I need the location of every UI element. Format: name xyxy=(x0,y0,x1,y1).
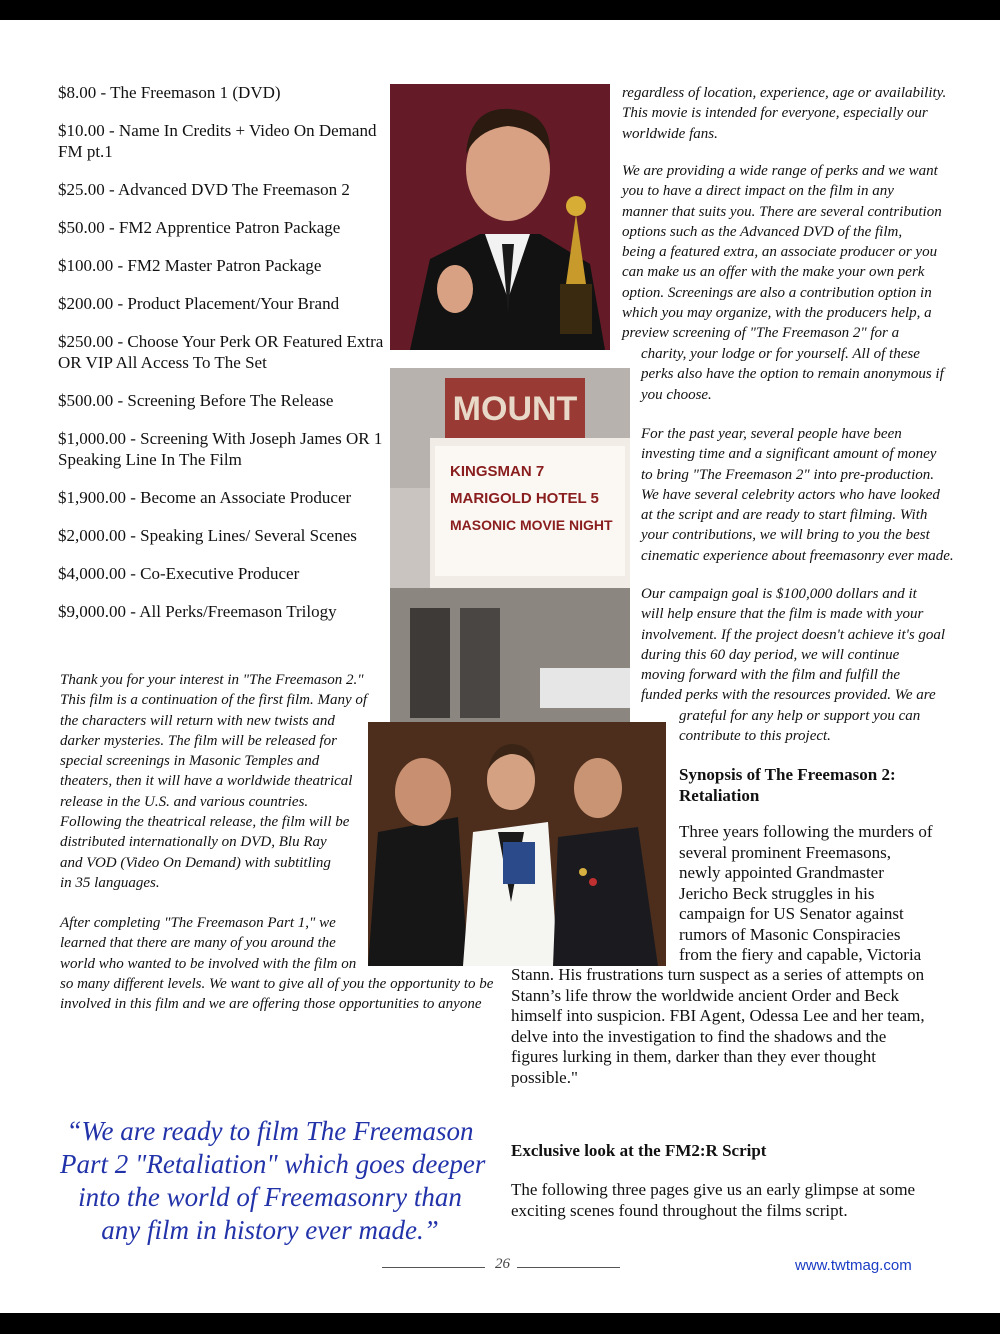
campaign-paragraph-b xyxy=(679,706,920,747)
text-line: during this 60 day period, we will continue xyxy=(641,646,900,663)
text-line: and VOD (Video On Demand) with subtitling xyxy=(60,854,331,871)
perks-paragraph-b xyxy=(641,344,944,405)
text-line: from the fiery and capable, Victoria xyxy=(679,945,922,964)
synopsis-text-wide xyxy=(511,965,925,1088)
text-line: release in the U.S. and various countries. xyxy=(60,793,309,810)
footer-rule-left xyxy=(382,1267,485,1268)
text-line: involvement. If the project doesn't achieve it's goal xyxy=(641,626,946,643)
text-line: you choose. xyxy=(641,386,712,403)
perk-item: $200.00 - Product Placement/Your Brand xyxy=(58,294,340,313)
text-line: will help ensure that the film is made with your xyxy=(641,606,924,623)
exclusive-text xyxy=(511,1180,915,1221)
text-line: grateful for any help or support you can xyxy=(679,708,921,724)
text-line: options such as the Advanced DVD of the film, xyxy=(622,223,903,240)
quote-line: into the world of Freemasonry than xyxy=(78,1182,462,1212)
text-line: possible." xyxy=(511,1067,578,1087)
perk-item: $100.00 - FM2 Master Patron Package xyxy=(58,256,322,275)
marquee-line-2: MARIGOLD HOTEL 5 xyxy=(450,490,599,507)
marquee-sign-text: MOUNT xyxy=(452,390,578,428)
photo-theater-marquee xyxy=(390,368,630,723)
text-line: your contributions, we will bring to you the best xyxy=(641,527,930,544)
text-line: delve into the investigation to find the shadows and the xyxy=(511,1026,887,1046)
text-line: special screenings in Masonic Temples and xyxy=(60,753,320,770)
heading-line: Synopsis of The Freemason 2: xyxy=(679,765,896,784)
magazine-page xyxy=(0,20,1000,1313)
text-line: preview screening of "The Freemason 2" for a xyxy=(622,325,900,342)
text-line: exciting scenes found throughout the films script. xyxy=(511,1200,848,1220)
synopsis-text-narrow xyxy=(679,822,933,966)
photo-actor-with-award xyxy=(390,84,610,350)
exclusive-heading: Exclusive look at the FM2:R Script xyxy=(511,1141,767,1160)
perks-paragraph-a xyxy=(622,161,942,344)
text-line: Following the theatrical release, the film will be xyxy=(60,814,350,831)
quote-line: “We are ready to film The Freemason xyxy=(66,1116,474,1146)
heading-line: Retaliation xyxy=(679,785,760,805)
perk-item: $250.00 - Choose Your Perk OR Featured Extra OR VIP All Access To The Set xyxy=(58,332,384,372)
synopsis-heading xyxy=(679,765,896,806)
text-line: investing time and a significant amount of money xyxy=(641,446,937,463)
text-line: in 35 languages. xyxy=(60,874,160,891)
text-line: newly appointed Grandmaster xyxy=(679,863,884,882)
perk-item: $10.00 - Name In Credits + Video On Demand FM pt.1 xyxy=(58,121,377,161)
text-line: moving forward with the film and fulfill the xyxy=(641,667,901,684)
text-line: Thank you for your interest in "The Freemason 2." xyxy=(60,672,364,688)
text-line: We have several celebrity actors who have looked xyxy=(641,486,940,503)
background-paragraph xyxy=(60,913,493,1014)
quote-line: any film in history ever made.” xyxy=(101,1215,439,1245)
perks-list xyxy=(58,82,388,639)
text-line: the characters will return with new twists and xyxy=(60,712,335,729)
text-line: Three years following the murders of xyxy=(679,822,933,841)
text-line: so many different levels. We want to give all of you the opportunity to be xyxy=(60,975,494,992)
text-line: manner that suits you. There are several contribution xyxy=(622,203,942,220)
text-line: Stann. His frustrations turn suspect as a series of attempts on xyxy=(511,965,925,984)
footer-rule-right xyxy=(517,1267,620,1268)
text-line: theaters, then it will have a worldwide theatrical xyxy=(60,773,353,790)
intro-paragraph xyxy=(60,670,367,893)
text-line: distributed internationally on DVD, Blu Ray xyxy=(60,834,327,851)
text-line: For the past year, several people have been xyxy=(641,426,902,442)
text-line: several prominent Freemasons, xyxy=(679,842,891,862)
text-line: to bring "The Freemason 2" into pre-production. xyxy=(641,466,934,483)
text-line: option. Screenings are also a contribution option in xyxy=(622,284,932,301)
perk-item: $4,000.00 - Co-Executive Producer xyxy=(58,564,300,583)
audience-paragraph xyxy=(622,83,946,144)
text-line: at the script and are ready to start filming. With xyxy=(641,507,928,524)
page-number: 26 xyxy=(495,1256,510,1272)
text-line: The following three pages give us an early glimpse at some xyxy=(511,1180,916,1199)
perk-item: $25.00 - Advanced DVD The Freemason 2 xyxy=(58,180,350,199)
text-line: campaign for US Senator against xyxy=(679,904,904,923)
pull-quote xyxy=(60,1115,486,1247)
text-line: After completing "The Freemason Part 1," we xyxy=(60,915,336,931)
text-line: This film is a continuation of the first film. Many of xyxy=(60,692,368,709)
perk-item: $500.00 - Screening Before The Release xyxy=(58,391,334,410)
text-line: charity, your lodge or for yourself. All of these xyxy=(641,346,920,362)
text-line: perks also have the option to remain anonymous if xyxy=(641,366,944,383)
text-line: funded perks with the resources provided. We are xyxy=(641,687,936,704)
perk-item: $2,000.00 - Speaking Lines/ Several Scenes xyxy=(58,526,357,545)
text-line: Stann’s life throw the worldwide ancient Order and Beck xyxy=(511,985,900,1005)
text-line: world who wanted to be involved with the film on xyxy=(60,955,357,972)
text-line: This movie is intended for everyone, especially our xyxy=(622,105,928,122)
text-line: contribute to this project. xyxy=(679,728,831,745)
text-line: learned that there are many of you around the xyxy=(60,935,336,952)
perk-item: $1,900.00 - Become an Associate Producer xyxy=(58,488,352,507)
perk-item: $1,000.00 - Screening With Joseph James OR 1 Speaking Line In The Film xyxy=(58,429,383,469)
text-line: Jericho Beck struggles in his xyxy=(679,883,875,903)
perk-item: $9,000.00 - All Perks/Freemason Trilogy xyxy=(58,602,337,621)
text-line: worldwide fans. xyxy=(622,125,718,142)
text-line: figures lurking in them, darker than they ever thought xyxy=(511,1047,876,1066)
site-url-link[interactable]: www.twtmag.com xyxy=(795,1257,912,1274)
text-line: rumors of Masonic Conspiracies xyxy=(679,924,901,944)
text-line: involved in this film and we are offering those opportunities to anyone xyxy=(60,996,482,1013)
text-line: cinematic experience about freemasonry ever made. xyxy=(641,547,954,564)
text-line: being a featured extra, an associate producer or you xyxy=(622,244,938,261)
text-line: you to have a direct impact on the film in any xyxy=(622,183,894,200)
perk-item: $50.00 - FM2 Apprentice Patron Package xyxy=(58,218,341,237)
quote-line: Part 2 "Retaliation" which goes deeper xyxy=(60,1149,486,1179)
preproduction-paragraph xyxy=(641,424,954,566)
text-line: himself into suspicion. FBI Agent, Odessa Lee and her team, xyxy=(511,1006,925,1025)
text-line: which you may organize, with the producers help, a xyxy=(622,305,932,322)
text-line: We are providing a wide range of perks and we want xyxy=(622,163,938,179)
marquee-line-3: MASONIC MOVIE NIGHT xyxy=(450,517,613,533)
perk-item: $8.00 - The Freemason 1 (DVD) xyxy=(58,83,281,102)
campaign-paragraph-a xyxy=(641,584,945,706)
text-line: regardless of location, experience, age or availability. xyxy=(622,85,947,101)
text-line: darker mysteries. The film will be released for xyxy=(60,732,337,749)
text-line: can make us an offer with the make your own perk xyxy=(622,264,925,281)
text-line: Our campaign goal is $100,000 dollars and it xyxy=(641,586,917,602)
marquee-line-1: KINGSMAN 7 xyxy=(450,463,545,480)
